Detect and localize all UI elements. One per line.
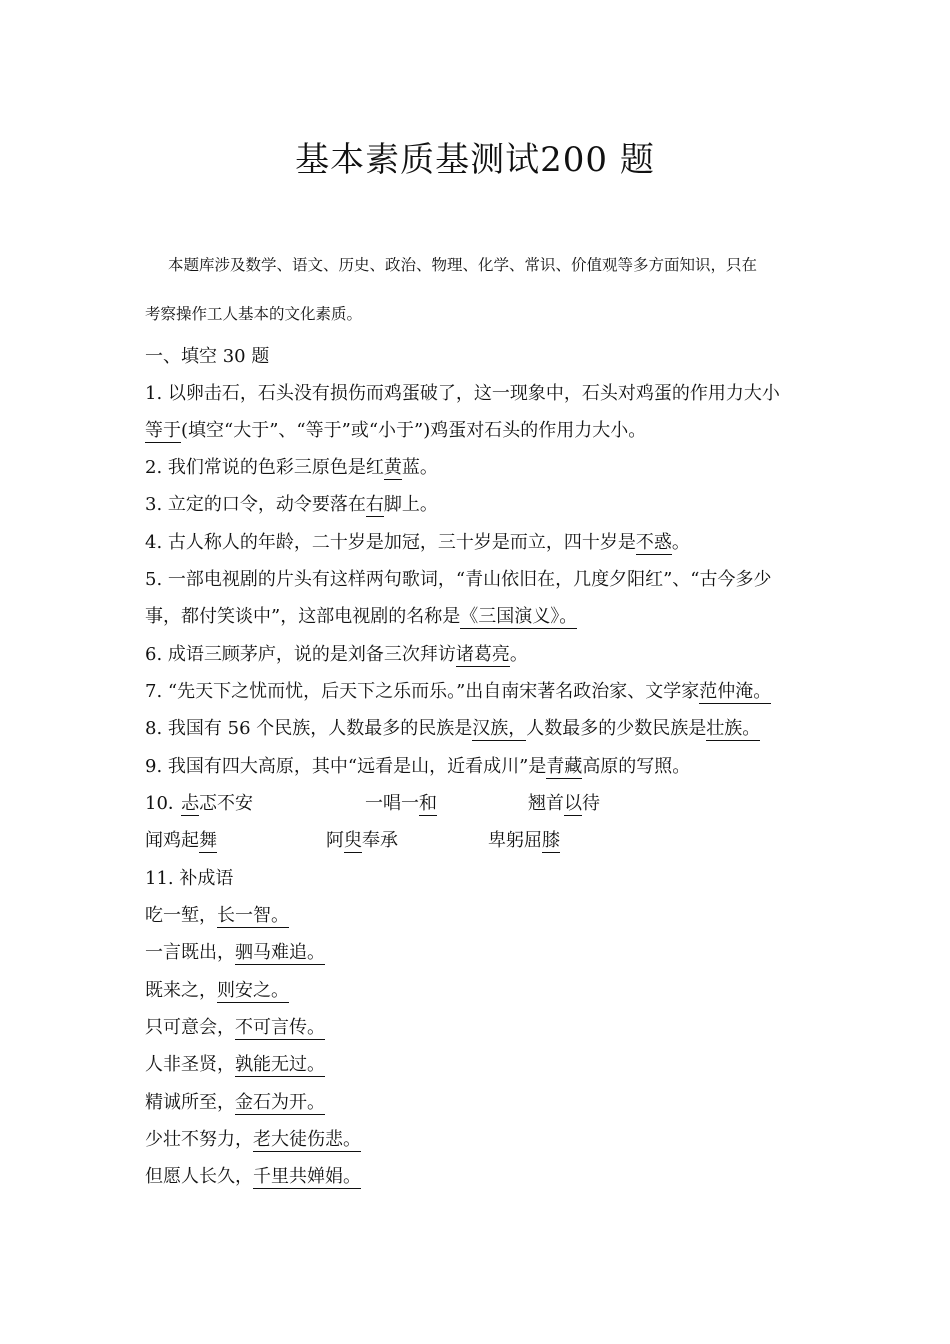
idiom-prompt: 一言既出， bbox=[145, 942, 235, 963]
question-text: 。 bbox=[509, 644, 528, 665]
idiom-line bbox=[145, 1091, 325, 1115]
question-text: 人数最多的少数民族是 bbox=[526, 718, 707, 739]
idiom-line bbox=[145, 904, 289, 928]
idiom-line bbox=[145, 941, 325, 965]
question-text: 。 bbox=[671, 532, 690, 553]
idiom-prompt: 吃一堑， bbox=[145, 905, 217, 926]
question-8 bbox=[145, 717, 760, 741]
question-text: 7. “先天下之忧而忧，后天下之乐而乐。”出自南宋著名政治家、文学家 bbox=[145, 681, 700, 702]
idiom-item bbox=[326, 829, 398, 853]
question-5-line-1: 5. 一部电视剧的片头有这样两句歌词，“青山依旧在，几度夕阳红”、“古今多少 bbox=[145, 569, 772, 590]
question-text: 高原的写照。 bbox=[582, 756, 691, 777]
question-11-title: 11. 补成语 bbox=[145, 868, 234, 889]
answer-blank: 孰能无过。 bbox=[235, 1054, 325, 1075]
answer-blank: 以 bbox=[564, 793, 582, 814]
idiom-prompt: 既来之， bbox=[145, 980, 217, 1001]
answer-blank: 等于 bbox=[145, 420, 181, 441]
idiom-text: 待 bbox=[582, 793, 600, 814]
question-text: (填空“大于”、“等于”或“小于”)鸡蛋对石头的作用力大小。 bbox=[181, 420, 647, 441]
answer-blank: 金石为开。 bbox=[235, 1092, 325, 1113]
idiom-line bbox=[145, 1016, 325, 1040]
idiom-line bbox=[145, 1128, 361, 1152]
answer-blank: 诸葛亮 bbox=[455, 644, 510, 665]
page-title: 基本素质基测试200 题 bbox=[295, 140, 655, 180]
answer-blank: 长一智。 bbox=[217, 905, 289, 926]
answer-blank: 壮族。 bbox=[706, 718, 761, 739]
idiom-prompt: 少壮不努力， bbox=[145, 1129, 253, 1150]
question-9 bbox=[145, 755, 690, 779]
answer-blank: 老大徒伤悲。 bbox=[253, 1129, 361, 1150]
question-10-row-1 bbox=[145, 792, 845, 818]
question-5-line-2 bbox=[145, 605, 577, 629]
question-6 bbox=[145, 643, 528, 667]
question-text: 蓝。 bbox=[401, 457, 438, 478]
answer-blank: 汉族， bbox=[472, 718, 527, 739]
idiom-prompt: 只可意会， bbox=[145, 1017, 235, 1038]
answer-blank: 黄 bbox=[383, 457, 402, 478]
question-text: 8. 我国有 56 个民族，人数最多的民族是 bbox=[145, 718, 473, 739]
idiom-item bbox=[365, 792, 437, 816]
answer-blank: 千里共婵娟。 bbox=[253, 1166, 361, 1187]
question-text: 脚上。 bbox=[383, 494, 438, 515]
idiom-item bbox=[488, 829, 560, 853]
idiom-text: 卑躬屈 bbox=[488, 830, 542, 851]
idiom-item bbox=[145, 829, 217, 853]
question-text: 9. 我国有四大高原，其中“远看是山，近看成川”是 bbox=[145, 756, 547, 777]
question-3 bbox=[145, 493, 438, 517]
idiom-text: 奉承 bbox=[362, 830, 398, 851]
question-number: 10． bbox=[145, 793, 186, 814]
idiom-line bbox=[145, 1165, 361, 1189]
answer-blank: 青藏 bbox=[546, 756, 583, 777]
idiom-text: 闻鸡起 bbox=[145, 830, 199, 851]
idiom-line bbox=[145, 979, 289, 1003]
idiom-text: 一唱一 bbox=[365, 793, 419, 814]
question-text: 2. 我们常说的色彩三原色是红 bbox=[145, 457, 384, 478]
question-4 bbox=[145, 531, 690, 555]
answer-blank: 忐 bbox=[181, 793, 199, 814]
question-7 bbox=[145, 680, 771, 704]
idiom-text: 翘首 bbox=[528, 793, 564, 814]
idiom-text: 阿 bbox=[326, 830, 344, 851]
answer-blank: 驷马难追。 bbox=[235, 942, 325, 963]
question-text: 6. 成语三顾茅庐，说的是刘备三次拜访 bbox=[145, 644, 456, 665]
intro-line-1: 本题库涉及数学、语文、历史、政治、物理、化学、常识、价值观等多方面知识，只在 bbox=[168, 256, 758, 274]
question-1-line-2 bbox=[145, 419, 646, 443]
question-text: 事，都付笑谈中”，这部电视剧的名称是 bbox=[145, 606, 461, 627]
answer-blank: 不可言传。 bbox=[235, 1017, 325, 1038]
answer-blank: 范仲淹。 bbox=[699, 681, 772, 702]
question-10-row-2 bbox=[145, 829, 845, 855]
idiom-item bbox=[528, 792, 600, 816]
intro-line-2: 考察操作工人基本的文化素质。 bbox=[145, 305, 363, 323]
question-text: 3. 立定的口令，动令要落在 bbox=[145, 494, 366, 515]
answer-blank: 舞 bbox=[199, 830, 217, 851]
question-text: 4. 古人称人的年龄，二十岁是加冠，三十岁是而立，四十岁是 bbox=[145, 532, 636, 553]
idiom-prompt: 精诚所至， bbox=[145, 1092, 235, 1113]
answer-blank: 右 bbox=[365, 494, 384, 515]
answer-blank: 不惑 bbox=[635, 532, 672, 553]
answer-blank: 和 bbox=[419, 793, 437, 814]
answer-blank: 则安之。 bbox=[217, 980, 289, 1001]
answer-blank: 膝 bbox=[542, 830, 560, 851]
answer-blank: 臾 bbox=[344, 830, 362, 851]
idiom-line bbox=[145, 1053, 325, 1077]
answer-blank: 《三国演义》。 bbox=[460, 606, 578, 627]
idiom-prompt: 但愿人长久， bbox=[145, 1166, 253, 1187]
question-1-line-1: 1. 以卵击石，石头没有损伤而鸡蛋破了，这一现象中，石头对鸡蛋的作用力大小 bbox=[145, 383, 780, 404]
idiom-prompt: 人非圣贤， bbox=[145, 1054, 235, 1075]
section-heading: 一、填空 30 题 bbox=[145, 346, 270, 367]
question-2 bbox=[145, 456, 438, 480]
idiom-text: 忑不安 bbox=[199, 793, 253, 814]
idiom-item bbox=[181, 792, 253, 816]
